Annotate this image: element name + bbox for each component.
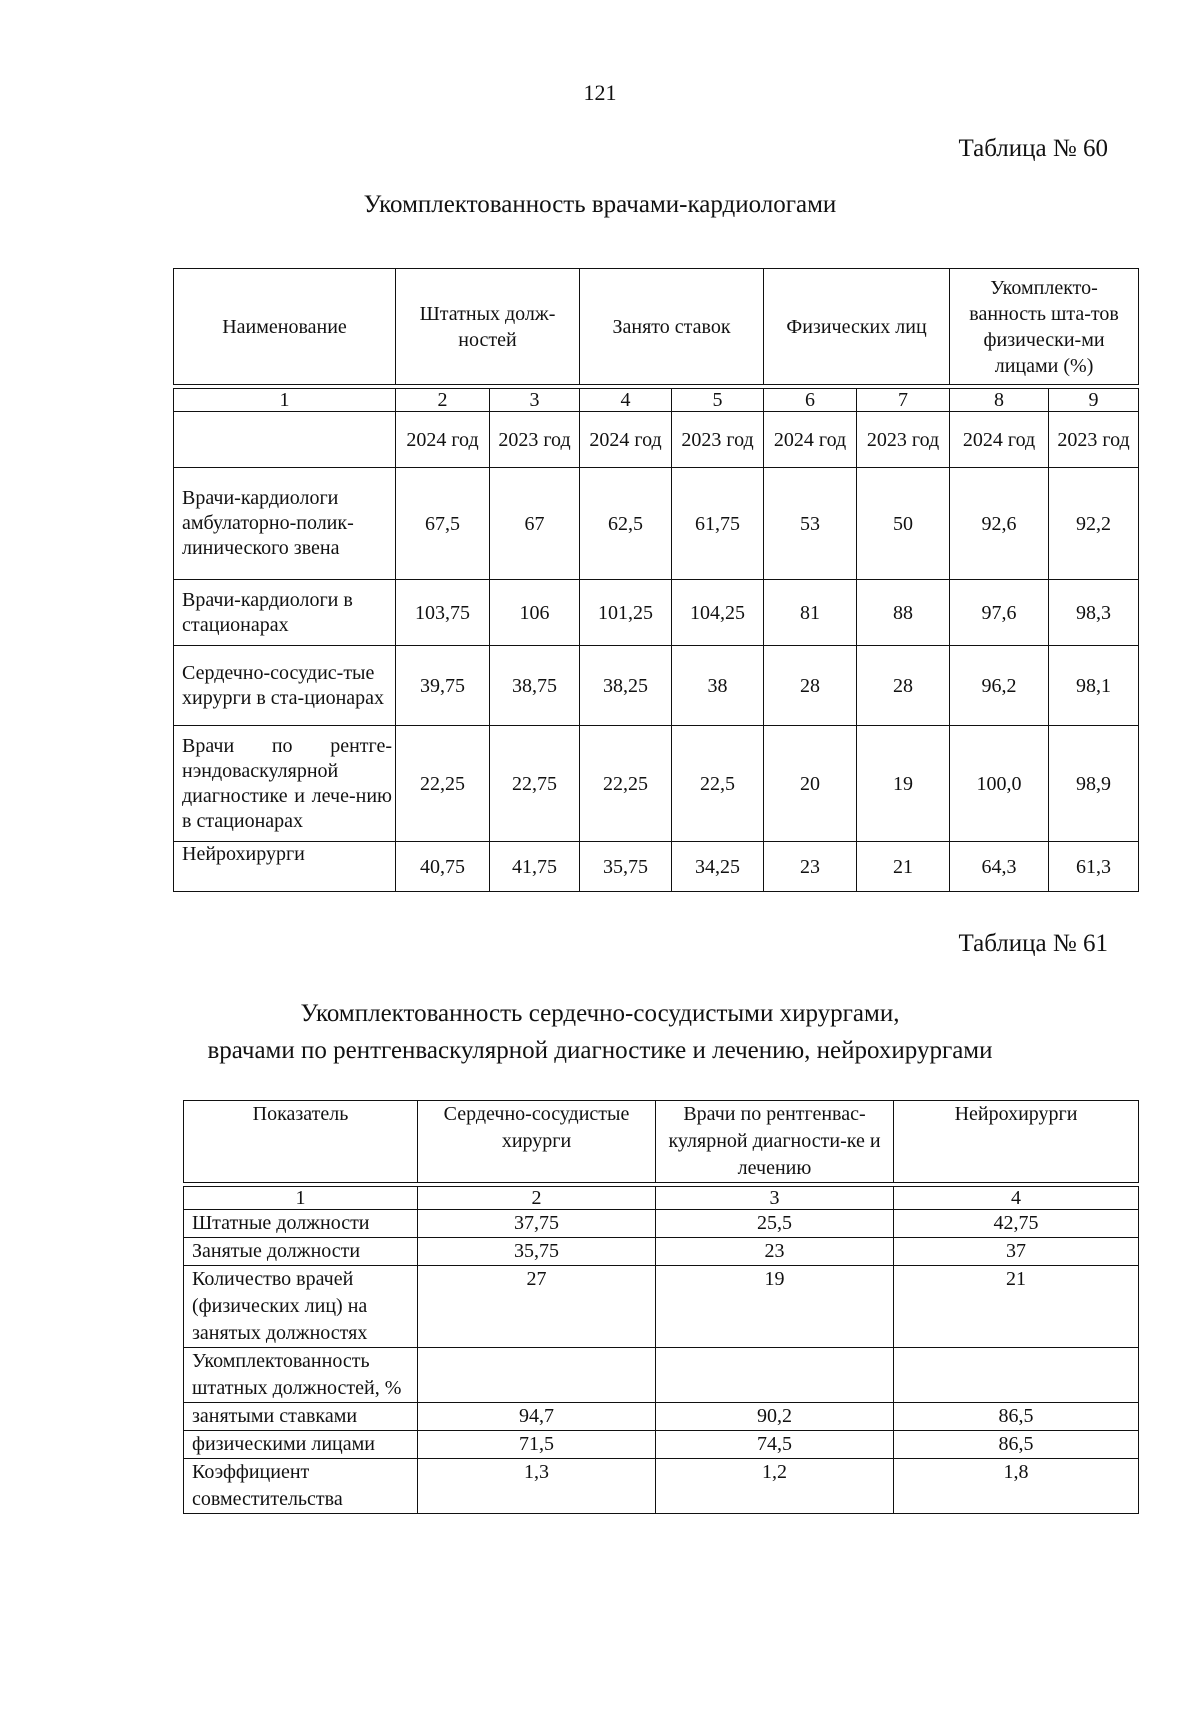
table-61 xyxy=(183,1100,1139,1514)
cell: 34,25 xyxy=(672,842,764,892)
cell: 37,75 xyxy=(418,1210,656,1238)
row-name: занятыми ставками xyxy=(184,1403,418,1431)
cell xyxy=(656,1348,894,1403)
cell: 21 xyxy=(894,1266,1139,1348)
cell: 61,75 xyxy=(672,468,764,580)
cell: 23 xyxy=(656,1238,894,1266)
col-number: 5 xyxy=(672,389,764,412)
col-number: 3 xyxy=(490,389,580,412)
col-number: 4 xyxy=(894,1187,1139,1210)
header-physical: Физических лиц xyxy=(764,269,950,385)
col-number: 2 xyxy=(418,1187,656,1210)
table-60-header-row xyxy=(174,269,1139,385)
col-number: 3 xyxy=(656,1187,894,1210)
cell: 37 xyxy=(894,1238,1139,1266)
column-number-row xyxy=(184,1187,1139,1210)
cell: 88 xyxy=(857,580,950,646)
cell: 92,6 xyxy=(950,468,1049,580)
cell: 22,25 xyxy=(580,726,672,842)
header-x-ray-doctors: Врачи по рентгенвас-кулярной диагности-ке и лечению xyxy=(656,1101,894,1183)
table-60 xyxy=(173,268,1139,892)
cell: 101,25 xyxy=(580,580,672,646)
col-number: 1 xyxy=(184,1187,418,1210)
cell: 98,3 xyxy=(1049,580,1139,646)
cell: 40,75 xyxy=(396,842,490,892)
year-cell: 2023 год xyxy=(857,412,950,468)
cell: 98,9 xyxy=(1049,726,1139,842)
cell: 100,0 xyxy=(950,726,1049,842)
row-name: Врачи-кардиологи в стационарах xyxy=(174,580,396,646)
cell: 98,1 xyxy=(1049,646,1139,726)
header-staffing: Укомплекто-ванность шта-тов физически-ми лицами (%) xyxy=(950,269,1139,385)
cell: 86,5 xyxy=(894,1431,1139,1459)
table-60-label: Таблица № 60 xyxy=(958,135,1108,162)
cell: 86,5 xyxy=(894,1403,1139,1431)
col-number: 7 xyxy=(857,389,950,412)
header-staff: Штатных долж-ностей xyxy=(396,269,580,385)
cell: 106 xyxy=(490,580,580,646)
table-row xyxy=(184,1210,1139,1238)
header-neurosurgeons: Нейрохирурги xyxy=(894,1101,1139,1183)
row-name: Врачи по рентге-нэндоваскулярной диагностике и лече-нию в стационарах xyxy=(174,726,396,842)
row-name: Коэффициент совместительства xyxy=(184,1459,418,1514)
table-row xyxy=(174,580,1139,646)
cell: 62,5 xyxy=(580,468,672,580)
col-number: 6 xyxy=(764,389,857,412)
cell: 23 xyxy=(764,842,857,892)
cell xyxy=(418,1348,656,1403)
table-row xyxy=(184,1266,1139,1348)
col-number: 4 xyxy=(580,389,672,412)
col-number: 8 xyxy=(950,389,1049,412)
column-number-row xyxy=(174,389,1139,412)
cell: 90,2 xyxy=(656,1403,894,1431)
year-cell: 2024 год xyxy=(950,412,1049,468)
year-cell: 2023 год xyxy=(490,412,580,468)
cell: 19 xyxy=(857,726,950,842)
header-cv-surgeons: Сердечно-сосудистые хирурги xyxy=(418,1101,656,1183)
col-number: 2 xyxy=(396,389,490,412)
table-row xyxy=(184,1403,1139,1431)
cell: 22,75 xyxy=(490,726,580,842)
year-cell: 2024 год xyxy=(764,412,857,468)
table-row xyxy=(184,1431,1139,1459)
table-61-label: Таблица № 61 xyxy=(958,930,1108,957)
header-occupied: Занято ставок xyxy=(580,269,764,385)
cell: 97,6 xyxy=(950,580,1049,646)
year-cell: 2024 год xyxy=(580,412,672,468)
cell: 38,75 xyxy=(490,646,580,726)
table-row xyxy=(184,1459,1139,1514)
row-name: Количество врачей (физических лиц) на занятых должностях xyxy=(184,1266,418,1348)
table-61-title-line2: врачами по рентгенваскулярной диагностике и лечению, нейрохирургами xyxy=(207,1037,993,1064)
cell: 96,2 xyxy=(950,646,1049,726)
cell: 53 xyxy=(764,468,857,580)
header-name: Наименование xyxy=(174,269,396,385)
cell: 35,75 xyxy=(418,1238,656,1266)
col-number: 1 xyxy=(174,389,396,412)
cell: 28 xyxy=(764,646,857,726)
cell: 22,5 xyxy=(672,726,764,842)
cell: 67,5 xyxy=(396,468,490,580)
cell: 22,25 xyxy=(396,726,490,842)
cell: 1,8 xyxy=(894,1459,1139,1514)
cell: 38,25 xyxy=(580,646,672,726)
cell: 67 xyxy=(490,468,580,580)
cell: 41,75 xyxy=(490,842,580,892)
cell: 19 xyxy=(656,1266,894,1348)
year-row xyxy=(174,412,1139,468)
table-61-header-row xyxy=(184,1101,1139,1183)
table-row xyxy=(174,646,1139,726)
row-name: физическими лицами xyxy=(184,1431,418,1459)
table-row xyxy=(174,726,1139,842)
cell: 92,2 xyxy=(1049,468,1139,580)
cell: 20 xyxy=(764,726,857,842)
cell: 74,5 xyxy=(656,1431,894,1459)
year-cell: 2023 год xyxy=(672,412,764,468)
cell: 104,25 xyxy=(672,580,764,646)
cell: 81 xyxy=(764,580,857,646)
cell: 1,2 xyxy=(656,1459,894,1514)
row-name: Сердечно-сосудис-тые хирурги в ста-ционарах xyxy=(174,646,396,726)
cell xyxy=(894,1348,1139,1403)
cell: 38 xyxy=(672,646,764,726)
cell: 27 xyxy=(418,1266,656,1348)
row-name: Занятые должности xyxy=(184,1238,418,1266)
row-name: Нейрохирурги xyxy=(174,842,396,892)
table-row xyxy=(184,1238,1139,1266)
header-indicator: Показатель xyxy=(184,1101,418,1183)
cell: 103,75 xyxy=(396,580,490,646)
row-name: Врачи-кардиологи амбулаторно-полик-линического звена xyxy=(174,468,396,580)
cell: 50 xyxy=(857,468,950,580)
table-row xyxy=(184,1348,1139,1403)
cell: 64,3 xyxy=(950,842,1049,892)
table-61-title-line1: Укомплектованность сердечно-сосудистыми хирургами, xyxy=(300,1000,900,1027)
cell: 94,7 xyxy=(418,1403,656,1431)
cell: 61,3 xyxy=(1049,842,1139,892)
year-blank xyxy=(174,412,396,468)
cell: 35,75 xyxy=(580,842,672,892)
col-number: 9 xyxy=(1049,389,1139,412)
cell: 28 xyxy=(857,646,950,726)
year-cell: 2024 год xyxy=(396,412,490,468)
cell: 1,3 xyxy=(418,1459,656,1514)
year-cell: 2023 год xyxy=(1049,412,1139,468)
cell: 42,75 xyxy=(894,1210,1139,1238)
cell: 71,5 xyxy=(418,1431,656,1459)
table-row xyxy=(174,468,1139,580)
cell: 21 xyxy=(857,842,950,892)
row-name: Штатные должности xyxy=(184,1210,418,1238)
page-number: 121 xyxy=(583,80,617,105)
cell: 39,75 xyxy=(396,646,490,726)
cell: 25,5 xyxy=(656,1210,894,1238)
row-name: Укомплектованность штатных должностей, % xyxy=(184,1348,418,1403)
table-60-title: Укомплектованность врачами-кардиологами xyxy=(363,191,837,218)
table-row xyxy=(174,842,1139,892)
